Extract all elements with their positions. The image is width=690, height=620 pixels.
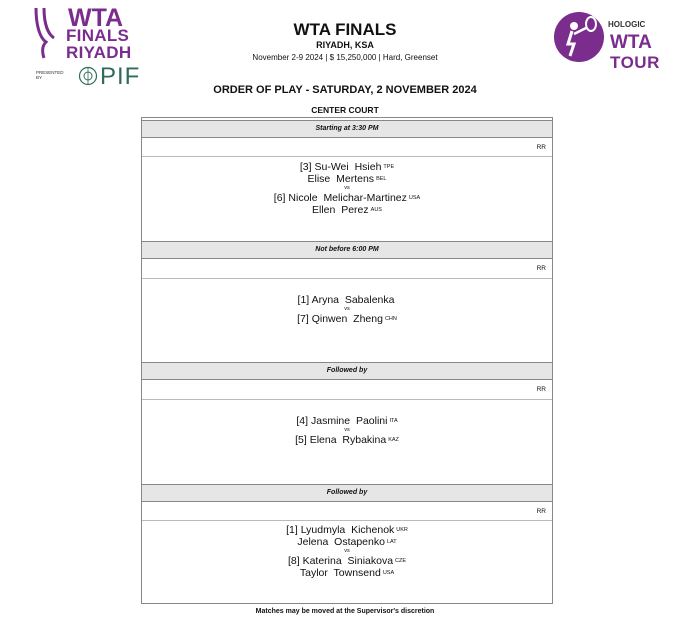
- player-line: [1] Aryna Sabalenka: [297, 294, 395, 306]
- player-line: [7] Qinwen Zheng CHN: [297, 313, 397, 325]
- vs-label: vs: [344, 427, 350, 433]
- player-line: Elise Mertens BEL: [307, 173, 387, 185]
- player-line: [5] Elena Rybakina KAZ: [295, 434, 399, 446]
- vs-label: vs: [344, 548, 350, 554]
- vs-label: vs: [344, 185, 350, 191]
- match: [142, 294, 552, 325]
- logo-finals-text: FINALS: [66, 26, 130, 45]
- logo-riyadh-text: RIYADH: [66, 43, 132, 62]
- player-line: Jelena Ostapenko LAT: [297, 536, 397, 548]
- divider: [142, 399, 552, 400]
- divider: [142, 156, 552, 157]
- round-label: RR: [536, 508, 546, 515]
- pif-emblem-icon: [78, 66, 98, 86]
- session-time-bar: Followed by: [142, 484, 552, 502]
- session-time-bar: Starting at 3:30 PM: [142, 120, 552, 138]
- match: [142, 415, 552, 446]
- logo-wta-text-right: WTA: [610, 32, 652, 53]
- round-label: RR: [536, 265, 546, 272]
- session-time-bar: Not before 6:00 PM: [142, 241, 552, 259]
- hologic-text: HOLOGIC: [608, 20, 646, 29]
- page-title: WTA FINALS: [293, 20, 397, 39]
- pif-text: PIF: [100, 63, 141, 90]
- order-of-play-heading: ORDER OF PLAY - SATURDAY, 2 NOVEMBER 2024: [213, 84, 477, 96]
- session-time-bar: Followed by: [142, 362, 552, 380]
- location: RIYADH, KSA: [316, 40, 374, 50]
- player-line: Taylor Townsend USA: [299, 567, 395, 579]
- presented-by-text: PRESENTED BY: [36, 70, 64, 80]
- tournament-details: November 2-9 2024 | $ 15,250,000 | Hard, Greenset: [252, 53, 438, 62]
- player-line: [3] Su-Wei Hsieh TPE: [299, 161, 395, 173]
- player-line: [6] Nicole Melichar-Martinez USA: [273, 192, 421, 204]
- divider: [142, 278, 552, 279]
- footer-note: Matches may be moved at the Supervisor's discretion: [255, 608, 435, 615]
- divider: [142, 520, 552, 521]
- court-name: CENTER COURT: [311, 105, 379, 115]
- match: [142, 524, 552, 579]
- round-label: RR: [536, 386, 546, 393]
- round-label: RR: [536, 144, 546, 151]
- player-line: Ellen Perez AUS: [312, 204, 382, 216]
- logo-tour-text: TOUR: [610, 53, 660, 72]
- logo-wta-text: WTA: [68, 4, 124, 32]
- player-line: [4] Jasmine Paolini ITA: [296, 415, 398, 427]
- player-line: [8] Katerina Siniakova CZE: [287, 555, 407, 567]
- match: [142, 161, 552, 216]
- schedule-grid: [141, 117, 553, 604]
- vs-label: vs: [344, 306, 350, 312]
- player-line: [1] Lyudmyla Kichenok UKR: [286, 524, 408, 536]
